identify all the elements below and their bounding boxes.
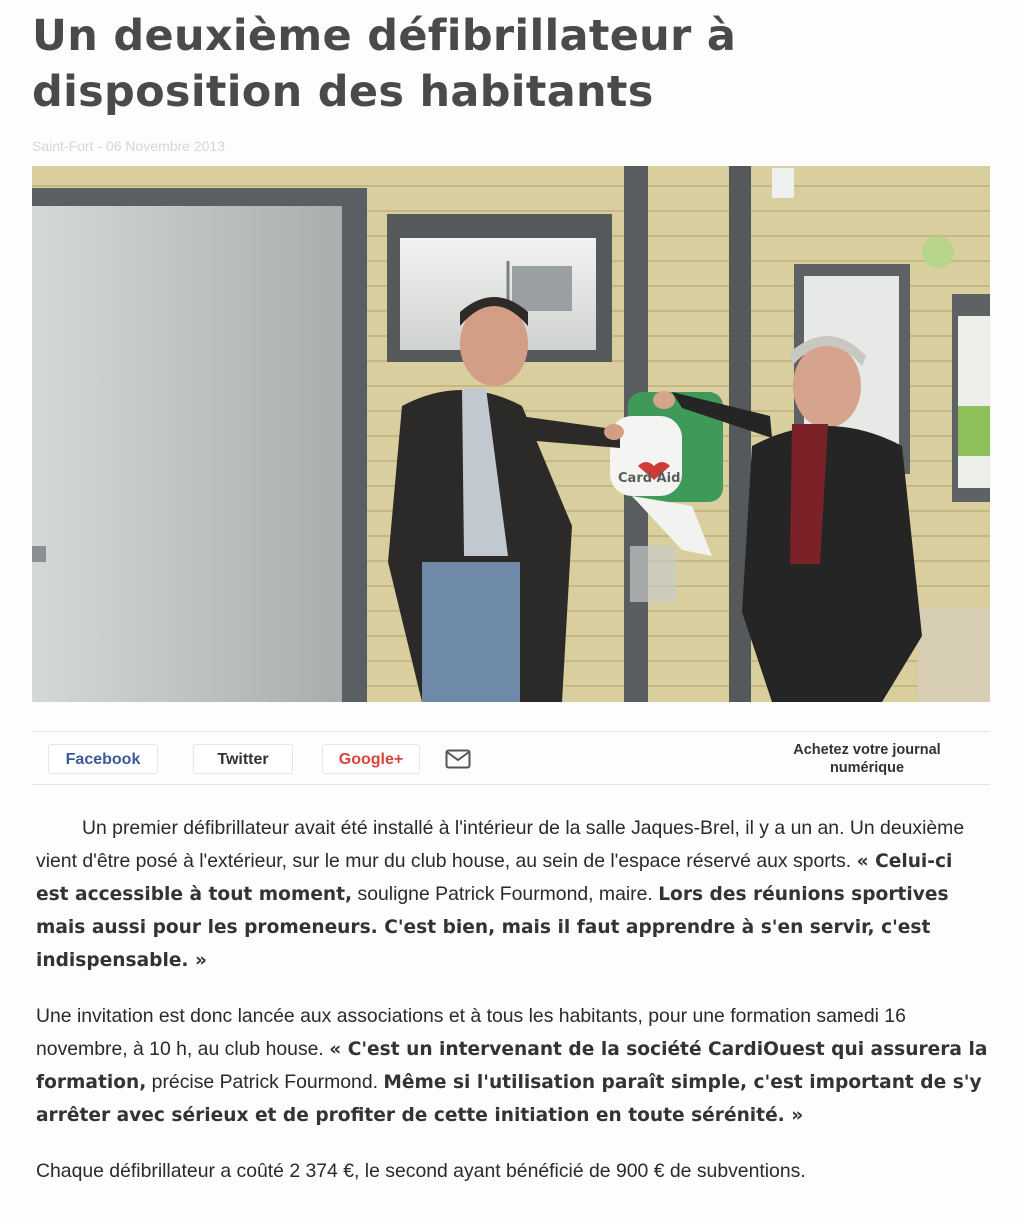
aed-label: Card Aid [618,471,681,486]
article-byline [32,138,225,154]
google-plus-share-button[interactable]: Google+ [322,744,420,774]
share-bar [32,731,990,785]
buy-link-line1: Achetez votre journal [793,742,941,758]
quote-segment: « Celui-ci est accessible à tout moment, [36,851,953,905]
article-title: Un deuxième défibrillateur à disposition des habitants [32,11,737,117]
text-segment: Un premier défibrillateur avait été installé à l'intérieur de la salle Jaques-Brel, il y a un an. Un deuxième vient d'être posé à l'extérieur, sur le mur du club house, au sein de l'espace réservé aux sports. [36,817,965,872]
paragraph-1 [36,812,991,977]
byline-separator: - [93,138,106,154]
text-segment: souligne Patrick Fourmond, maire. [352,883,659,905]
article-body [36,812,991,1188]
byline-location[interactable]: Saint-Fort [32,138,94,154]
email-share-button[interactable] [442,744,474,774]
paragraph-3 [36,1155,991,1188]
facebook-share-button[interactable]: Facebook [48,744,158,774]
quote-segment: « C'est un intervenant de la société CardiOuest qui assurera la formation, [36,1039,988,1093]
buy-link-line2: numérique [829,760,905,776]
text-segment: précise Patrick Fourmond. [146,1071,384,1093]
byline-date: 06 Novembre 2013 [105,138,225,154]
text-segment: Une invitation est donc lancée aux associations et à tous les habitants, pour une formation samedi 16 novembre, à 10 h, au club house. [36,1005,906,1060]
buy-digital-newspaper-link[interactable] [762,741,972,777]
twitter-share-button[interactable]: Twitter [193,744,293,774]
paragraph-2 [36,1000,991,1132]
quote-segment: Lors des réunions sportives mais aussi pour les promeneurs. C'est bien, mais il faut apprendre à s'en servir, c'est indispensable. » [36,884,949,971]
quote-segment: Même si l'utilisation paraît simple, c'est important de s'y arrêter avec sérieux et de profiter de cette initiation en toute sérénité. » [36,1072,982,1126]
article-photo [32,166,990,702]
text-segment: Chaque défibrillateur a coûté 2 374 €, le second ayant bénéficié de 900 € de subventions. [36,1160,806,1182]
envelope-icon [445,749,471,769]
